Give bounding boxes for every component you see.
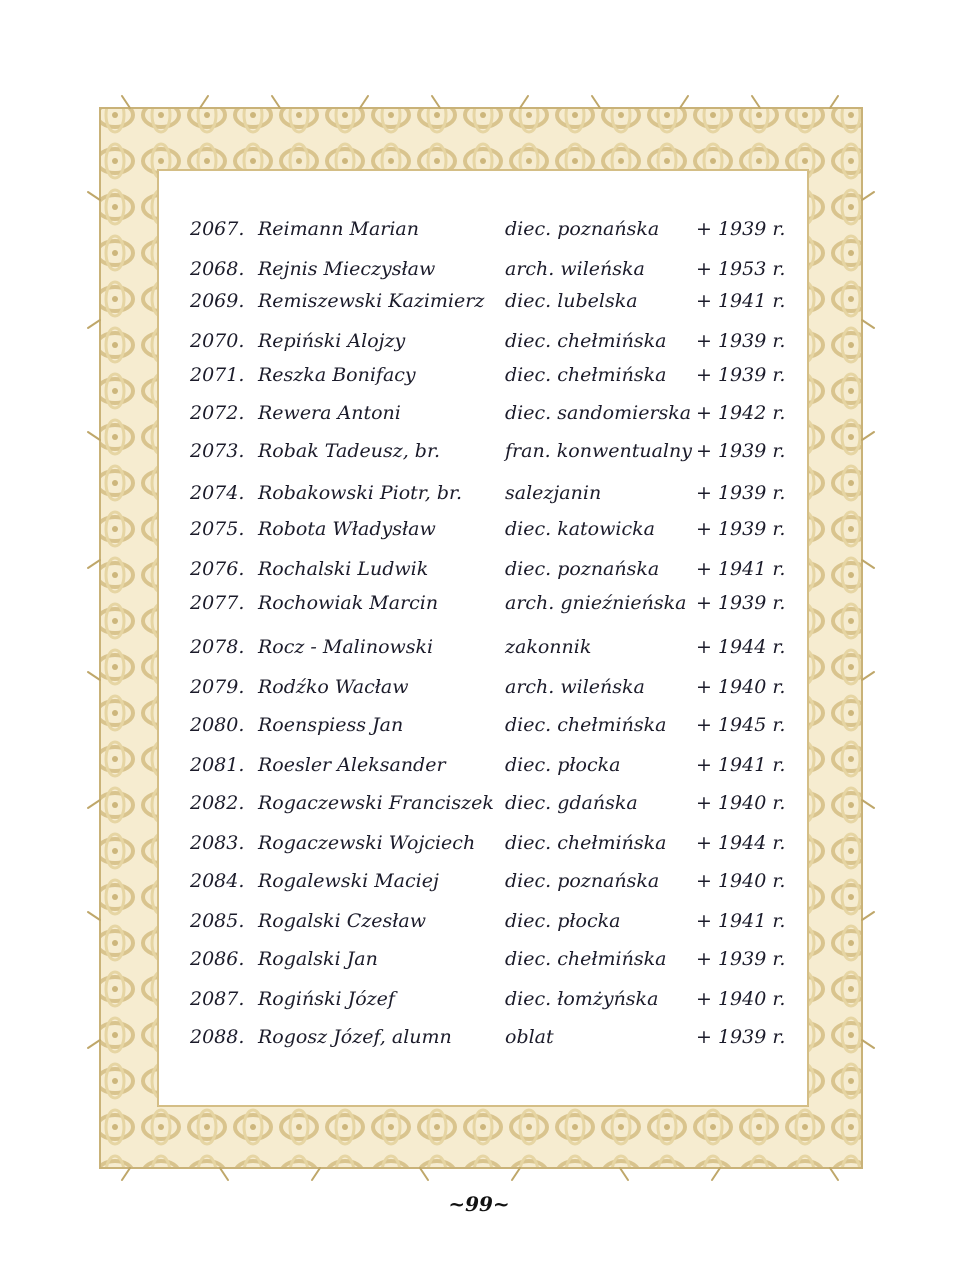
list-entry [0, 476, 958, 510]
entry-death-year: + 1953 r. [696, 258, 786, 280]
list-entry [0, 786, 958, 820]
entry-name: Rogalewski Maciej [258, 870, 439, 892]
list-entry [0, 284, 958, 318]
entry-death-year: + 1940 r. [696, 870, 786, 892]
entry-name: Robakowski Piotr, br. [258, 482, 463, 504]
entry-death-year: + 1942 r. [696, 402, 786, 424]
list-entry [0, 630, 958, 664]
entry-number: 2085. [190, 910, 245, 932]
entry-death-year: + 1944 r. [696, 832, 786, 854]
list-entry [0, 1020, 958, 1054]
entry-diocese: arch. wileńska [505, 258, 645, 280]
entry-number: 2080. [190, 714, 245, 736]
entry-diocese: diec. chełmińska [505, 330, 667, 352]
entry-diocese: diec. poznańska [505, 558, 660, 580]
entry-number: 2086. [190, 948, 245, 970]
entry-diocese: zakonnik [505, 636, 592, 658]
entry-number: 2069. [190, 290, 245, 312]
entry-diocese: diec. łomżyńska [505, 988, 659, 1010]
entry-name: Rochalski Ludwik [258, 558, 429, 580]
entry-death-year: + 1939 r. [696, 518, 786, 540]
list-entry [0, 826, 958, 860]
entry-diocese: arch. gnieźnieńska [505, 592, 687, 614]
entry-name: Reimann Marian [258, 218, 419, 240]
entry-name: Repiński Alojzy [258, 330, 406, 352]
entry-death-year: + 1941 r. [696, 290, 786, 312]
list-entry [0, 708, 958, 742]
entry-death-year: + 1941 r. [696, 558, 786, 580]
entry-name: Rejnis Mieczysław [258, 258, 436, 280]
entry-diocese: diec. chełmińska [505, 714, 667, 736]
list-entry [0, 324, 958, 358]
entry-death-year: + 1939 r. [696, 440, 786, 462]
entry-death-year: + 1940 r. [696, 792, 786, 814]
entry-number: 2071. [190, 364, 245, 386]
list-entry [0, 252, 958, 286]
page-number: ~99~ [448, 1192, 510, 1216]
entry-number: 2076. [190, 558, 245, 580]
entry-death-year: + 1939 r. [696, 482, 786, 504]
list-entry [0, 434, 958, 468]
entry-diocese: diec. chełmińska [505, 948, 667, 970]
entry-diocese: diec. poznańska [505, 218, 660, 240]
list-entry [0, 396, 958, 430]
entry-number: 2068. [190, 258, 245, 280]
entry-death-year: + 1945 r. [696, 714, 786, 736]
entry-diocese: diec. katowicka [505, 518, 655, 540]
entry-name: Rogalski Jan [258, 948, 378, 970]
entry-diocese: oblat [505, 1026, 554, 1048]
entry-diocese: diec. chełmińska [505, 364, 667, 386]
entry-death-year: + 1939 r. [696, 592, 786, 614]
entry-name: Robak Tadeusz, br. [258, 440, 440, 462]
list-entry [0, 864, 958, 898]
entry-diocese: diec. chełmińska [505, 832, 667, 854]
entry-diocese: diec. płocka [505, 910, 621, 932]
list-entry [0, 748, 958, 782]
entry-name: Rogiński Józef [258, 988, 395, 1010]
entry-number: 2078. [190, 636, 245, 658]
list-entry [0, 904, 958, 938]
entry-number: 2075. [190, 518, 245, 540]
entry-name: Roesler Aleksander [258, 754, 446, 776]
entry-diocese: diec. poznańska [505, 870, 660, 892]
entry-diocese: diec. płocka [505, 754, 621, 776]
entry-death-year: + 1939 r. [696, 330, 786, 352]
entry-name: Rogaczewski Franciszek [258, 792, 494, 814]
entry-number: 2073. [190, 440, 245, 462]
entry-number: 2074. [190, 482, 245, 504]
entry-death-year: + 1941 r. [696, 910, 786, 932]
entry-death-year: + 1939 r. [696, 218, 786, 240]
entry-number: 2067. [190, 218, 245, 240]
entry-number: 2082. [190, 792, 245, 814]
entry-number: 2072. [190, 402, 245, 424]
entry-number: 2077. [190, 592, 245, 614]
entry-diocese: arch. wileńska [505, 676, 645, 698]
entry-number: 2087. [190, 988, 245, 1010]
entry-number: 2083. [190, 832, 245, 854]
entry-name: Rocz - Malinowski [258, 636, 434, 658]
list-entry [0, 552, 958, 586]
list-entry [0, 942, 958, 976]
entry-name: Roenspiess Jan [258, 714, 404, 736]
entry-death-year: + 1940 r. [696, 988, 786, 1010]
entry-name: Rewera Antoni [258, 402, 401, 424]
entry-death-year: + 1939 r. [696, 1026, 786, 1048]
entry-diocese: salezjanin [505, 482, 602, 504]
entry-diocese: diec. sandomierska [505, 402, 692, 424]
list-entry [0, 982, 958, 1016]
entry-name: Rogosz Józef, alumn [258, 1026, 452, 1048]
entry-death-year: + 1939 r. [696, 364, 786, 386]
entry-name: Rochowiak Marcin [258, 592, 439, 614]
entry-number: 2088. [190, 1026, 245, 1048]
entry-number: 2070. [190, 330, 245, 352]
entry-name: Reszka Bonifacy [258, 364, 416, 386]
entry-diocese: diec. gdańska [505, 792, 638, 814]
entry-death-year: + 1940 r. [696, 676, 786, 698]
entry-name: Robota Władysław [258, 518, 436, 540]
list-entry [0, 586, 958, 620]
entry-diocese: diec. lubelska [505, 290, 638, 312]
entry-number: 2079. [190, 676, 245, 698]
entry-name: Rogaczewski Wojciech [258, 832, 476, 854]
entry-death-year: + 1944 r. [696, 636, 786, 658]
list-entry [0, 670, 958, 704]
entry-name: Remiszewski Kazimierz [258, 290, 485, 312]
list-entry [0, 512, 958, 546]
entry-name: Rogalski Czesław [258, 910, 426, 932]
entry-diocese: fran. konwentualny [505, 440, 692, 462]
entry-number: 2084. [190, 870, 245, 892]
entry-death-year: + 1939 r. [696, 948, 786, 970]
entry-death-year: + 1941 r. [696, 754, 786, 776]
entry-number: 2081. [190, 754, 245, 776]
list-entry [0, 358, 958, 392]
entry-name: Rodźko Wacław [258, 676, 409, 698]
list-entry [0, 212, 958, 246]
